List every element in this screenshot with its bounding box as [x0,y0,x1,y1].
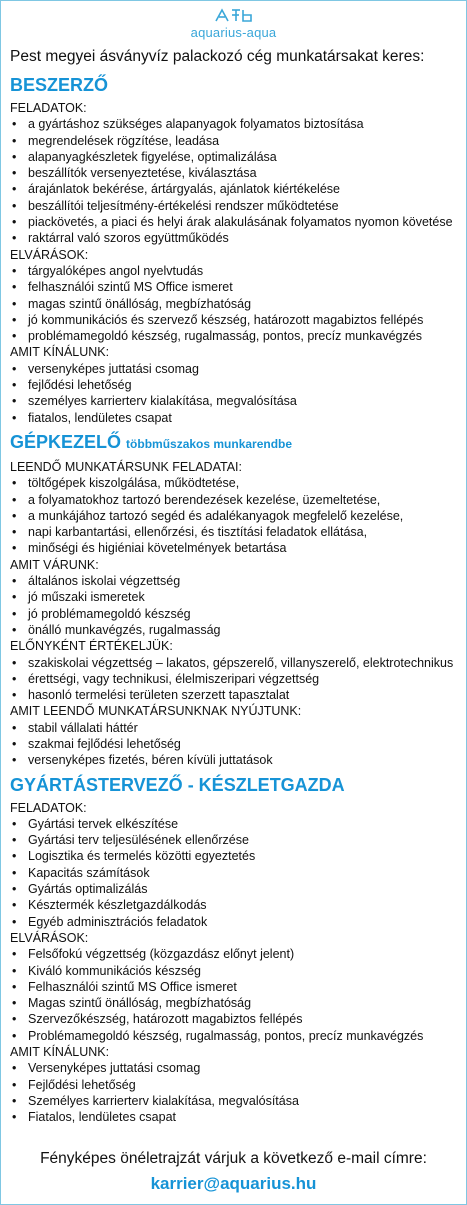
bullet-list [10,475,462,556]
list-item: • raktárral való szoros együttműködés [10,230,462,246]
section-heading: AMIT KÍNÁLUNK: [10,1045,110,1060]
job-title [10,74,462,96]
list-item: • érettségi, vagy technikusi, élelmiszeripari végzettség [10,671,462,687]
list-item: • szakmai fejlődési lehetőség [10,736,462,752]
bullet-list [10,361,462,426]
job-title [10,774,462,796]
list-item: • Személyes karrierterv kialakítása, megvalósítása [10,1093,462,1109]
list-item: • Szervezőkészség, határozott magabiztos fellépés [10,1011,462,1027]
list-item: • Fiatalos, lendületes csapat [10,1109,462,1125]
list-item: • Logisztika és termelés közötti egyeztetés [10,848,462,864]
list-item: • megrendelések rögzítése, leadása [10,133,462,149]
bullet-list [10,720,462,769]
outro-text: Fényképes önéletrajzát várjuk a következő e-mail címre: [40,1150,427,1167]
list-item: • Kapacitás számítások [10,865,462,881]
list-item: • versenyképes juttatási csomag [10,361,462,377]
list-item: • stabil vállalati háttér [10,720,462,736]
list-item: • minőségi és higiéniai követelmények betartása [10,540,462,556]
list-item: • Gyártás optimalizálás [10,881,462,897]
section-heading: AMIT KÍNÁLUNK: [10,345,110,360]
section-heading: ELVÁRÁSOK: [10,930,89,945]
logo-text: aquarius-aqua [190,25,277,40]
list-item: • jó műszaki ismeretek [10,589,462,605]
list-item: • hasonló termelési területen szerzett tapasztalat [10,687,462,703]
bullet-list [10,946,462,1044]
list-item: • Gyártási tervek elkészítése [10,816,462,832]
list-item: • személyes karrierterv kialakítása, megvalósítása [10,393,462,409]
list-item: • önálló munkavégzés, rugalmasság [10,622,462,638]
bullet-list [10,263,462,344]
bullet-list [10,573,462,638]
list-item: • töltőgépek kiszolgálása, működtetése, [10,475,462,491]
list-item: • jó problémamegoldó készség [10,606,462,622]
list-item: • Gyártási terv teljesülésének ellenőrzése [10,832,462,848]
list-item: • Problémamegoldó készség, rugalmasság, pontos, precíz munkavégzés [10,1028,462,1044]
intro-text: Pest megyei ásványvíz palackozó cég munkatársakat keres: [10,48,425,65]
bullet-list [10,1060,462,1125]
section-heading: FELADATOK: [10,800,87,815]
list-item: • Fejlődési lehetőség [10,1077,462,1093]
list-item: • beszállítói teljesítmény-értékelési rendszer működtetése [10,198,462,214]
list-item: • fiatalos, lendületes csapat [10,410,462,426]
list-item: • árajánlatok bekérése, ártárgyalás, ajánlatok kiértékelése [10,181,462,197]
job-title-text: GYÁRTÁSTERVEZŐ - KÉSZLETGAZDA [10,774,345,795]
list-item: • tárgyalóképes angol nyelvtudás [10,263,462,279]
bullet-list [10,816,462,930]
job-title-text: GÉPKEZELŐ [10,431,122,452]
job-block [10,769,462,1126]
job-title-text: BESZERZŐ [10,75,109,95]
section-heading: ELŐNYKÉNT ÉRTÉKELJÜK: [10,639,173,654]
list-item: • felhasználói szintű MS Office ismeret [10,279,462,295]
list-item: • a gyártáshoz szükséges alapanyagok folyamatos biztosítása [10,116,462,132]
list-item: • szakiskolai végzettség – lakatos, gépszerelő, villanyszerelő, elektrotechnikus [10,655,462,671]
section-heading: ELVÁRÁSOK: [10,247,89,262]
list-item: • a folyamatokhoz tartozó berendezések kezelése, üzemeltetése, [10,492,462,508]
list-item: • alapanyagkészletek figyelése, optimalizálása [10,149,462,165]
logo [0,6,467,40]
section-heading: AMIT VÁRUNK: [10,557,99,572]
list-item: • beszállítók versenyeztetése, kiválasztása [10,165,462,181]
contact-email[interactable]: karrier@aquarius.hu [150,1174,317,1193]
list-item: • Egyéb adminisztrációs feladatok [10,914,462,930]
list-item: • a munkájához tartozó segéd és adalékanyagok megfelelő kezelése, [10,508,462,524]
job-subtitle: többműszakos munkarendbe [126,436,293,451]
list-item: • Felsőfokú végzettség (közgazdász előnyt jelent) [10,946,462,962]
list-item: • versenyképes fizetés, béren kívüli juttatások [10,752,462,768]
job-listings [10,74,462,1126]
list-item: • piackövetés, a piaci és helyi árak alakulásának folyamatos nyomon követése [10,214,462,230]
bullet-list [10,655,462,704]
aquarius-logo-icon [212,6,256,26]
list-item: • magas szintű önállóság, megbízhatóság [10,296,462,312]
section-heading: AMIT LEENDŐ MUNKATÁRSUNKNAK NYÚJTUNK: [10,704,302,719]
list-item: • fejlődési lehetőség [10,377,462,393]
list-item: • Versenyképes juttatási csomag [10,1060,462,1076]
list-item: • jó kommunikációs és szervező készség, határozott magabiztos fellépés [10,312,462,328]
section-heading: LEENDŐ MUNKATÁRSUNK FELADATAI: [10,459,242,474]
list-item: • általános iskolai végzettség [10,573,462,589]
bullet-list [10,116,462,246]
job-block [10,426,462,769]
section-heading: FELADATOK: [10,101,87,115]
list-item: • Kiváló kommunikációs készség [10,963,462,979]
list-item: • Késztermék készletgazdálkodás [10,897,462,913]
job-block [10,74,462,426]
list-item: • napi karbantartási, ellenőrzési, és tisztítási feladatok ellátása, [10,524,462,540]
list-item: • Felhasználói szintű MS Office ismeret [10,979,462,995]
job-title [10,431,462,455]
list-item: • problémamegoldó készség, rugalmasság, pontos, precíz munkavégzés [10,328,462,344]
list-item: • Magas szintű önállóság, megbízhatóság [10,995,462,1011]
